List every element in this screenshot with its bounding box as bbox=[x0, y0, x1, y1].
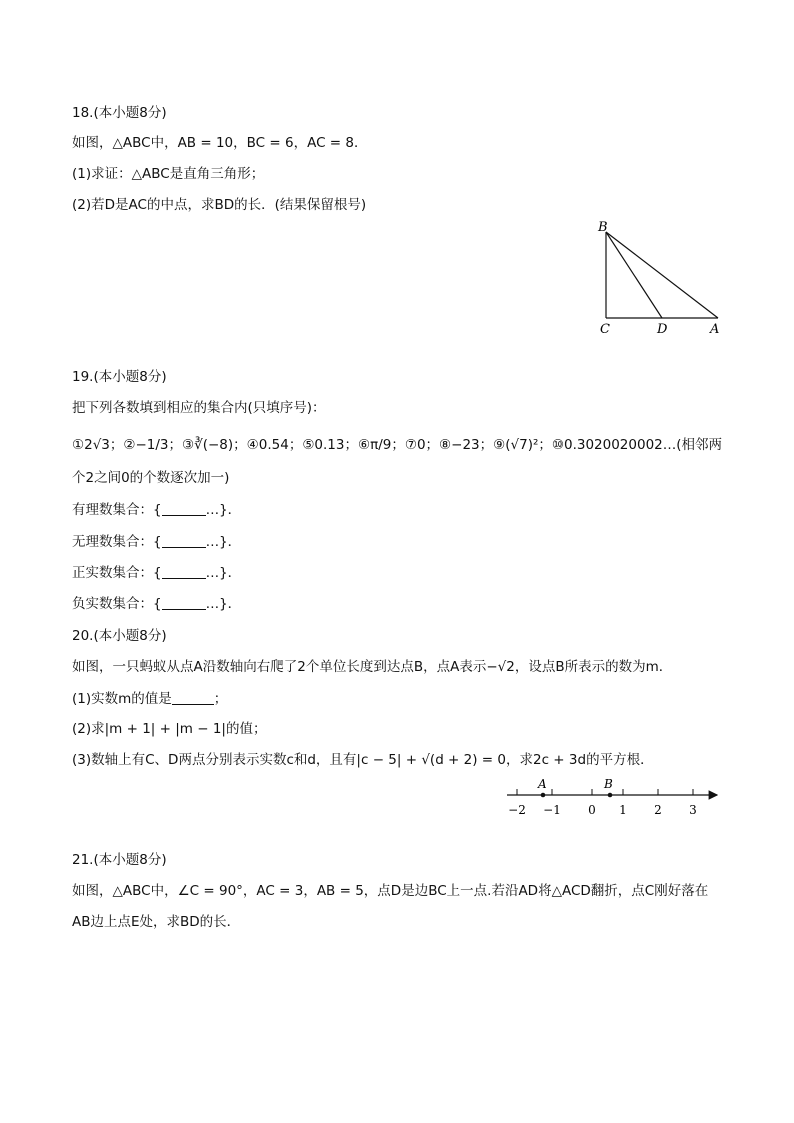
set-label: 负实数集合：{ bbox=[72, 596, 162, 612]
q20-part1 bbox=[72, 689, 227, 709]
point-A-label: A bbox=[538, 778, 547, 791]
q18-part2: (2)若D是AC的中点，求BD的长．(结果保留根号) bbox=[72, 197, 367, 213]
answer-blank[interactable] bbox=[162, 566, 206, 579]
tick-label: −2 bbox=[508, 803, 526, 817]
q18-triangle-figure bbox=[590, 220, 730, 340]
q18-heading: 18.(本小题8分) bbox=[72, 105, 167, 121]
q18-stem: 如图，△ABC中，AB = 10，BC = 6，AC = 8． bbox=[72, 135, 368, 151]
q21-heading: 21.(本小题8分) bbox=[72, 852, 167, 868]
q19-instruction: 把下列各数填到相应的集合内(只填序号)： bbox=[72, 400, 326, 416]
set-tail: …}． bbox=[205, 534, 242, 550]
q19-heading: 19.(本小题8分) bbox=[72, 369, 167, 385]
set-label: 无理数集合：{ bbox=[72, 534, 162, 550]
answer-blank[interactable] bbox=[162, 535, 206, 548]
label-C: C bbox=[600, 322, 610, 337]
part1-prefix: (1)实数m的值是 bbox=[72, 691, 172, 707]
q19-numbers-line2: 个2之间0的个数逐次加一) bbox=[72, 470, 230, 486]
segment-BD bbox=[606, 232, 662, 318]
set-tail: …}． bbox=[205, 596, 242, 612]
tick-label: −1 bbox=[543, 803, 561, 817]
q20-heading: 20.(本小题8分) bbox=[72, 628, 167, 644]
q19-numbers-line1: ①2√3；②−1/3；③∛(−8)；④0.54；⑤0.13；⑥π/9；⑦0；⑧−23；⑨(√7)²；⑩0.3020020002…(相邻两 bbox=[72, 437, 723, 453]
q19-set-rational bbox=[72, 500, 241, 520]
q20-stem: 如图，一只蚂蚁从点A沿数轴向右爬了2个单位长度到达点B，点A表示−√2，设点B所表示的数为m． bbox=[72, 659, 673, 675]
point-A-dot bbox=[541, 793, 546, 798]
answer-blank[interactable] bbox=[162, 503, 206, 516]
part1-suffix: ； bbox=[213, 691, 228, 707]
q21-line1: 如图，△ABC中，∠C = 90°，AC = 3，AB = 5，点D是边BC上一点.若沿AD将△ACD翻折，点C刚好落在 bbox=[72, 883, 709, 899]
tick-label: 0 bbox=[588, 803, 596, 817]
tick-label: 3 bbox=[689, 803, 697, 817]
tick-label: 2 bbox=[654, 803, 662, 817]
label-A: A bbox=[710, 322, 720, 337]
q18-part1: (1)求证：△ABC是直角三角形； bbox=[72, 166, 265, 182]
q20-number-line-figure bbox=[505, 778, 725, 820]
set-label: 正实数集合：{ bbox=[72, 565, 162, 581]
point-B-dot bbox=[608, 793, 613, 798]
tick-label: 1 bbox=[619, 803, 627, 817]
q20-part3: (3)数轴上有C、D两点分别表示实数c和d，且有|c − 5| + √(d + 2) = 0，求2c + 3d的平方根． bbox=[72, 752, 654, 768]
point-B-label: B bbox=[604, 778, 613, 791]
answer-blank[interactable] bbox=[162, 597, 206, 610]
label-D: D bbox=[657, 322, 668, 337]
set-tail: …}． bbox=[205, 565, 242, 581]
label-B: B bbox=[598, 220, 608, 235]
q19-set-negative bbox=[72, 594, 241, 614]
edge-BA bbox=[606, 232, 718, 318]
q19-set-positive bbox=[72, 563, 241, 583]
q19-set-irrational bbox=[72, 532, 241, 552]
q21-line2: AB边上点E处，求BD的长． bbox=[72, 914, 241, 930]
set-label: 有理数集合：{ bbox=[72, 502, 162, 518]
set-tail: …}． bbox=[205, 502, 242, 518]
answer-blank[interactable] bbox=[172, 692, 214, 705]
q20-part2: (2)求|m + 1| + |m − 1|的值； bbox=[72, 721, 267, 737]
